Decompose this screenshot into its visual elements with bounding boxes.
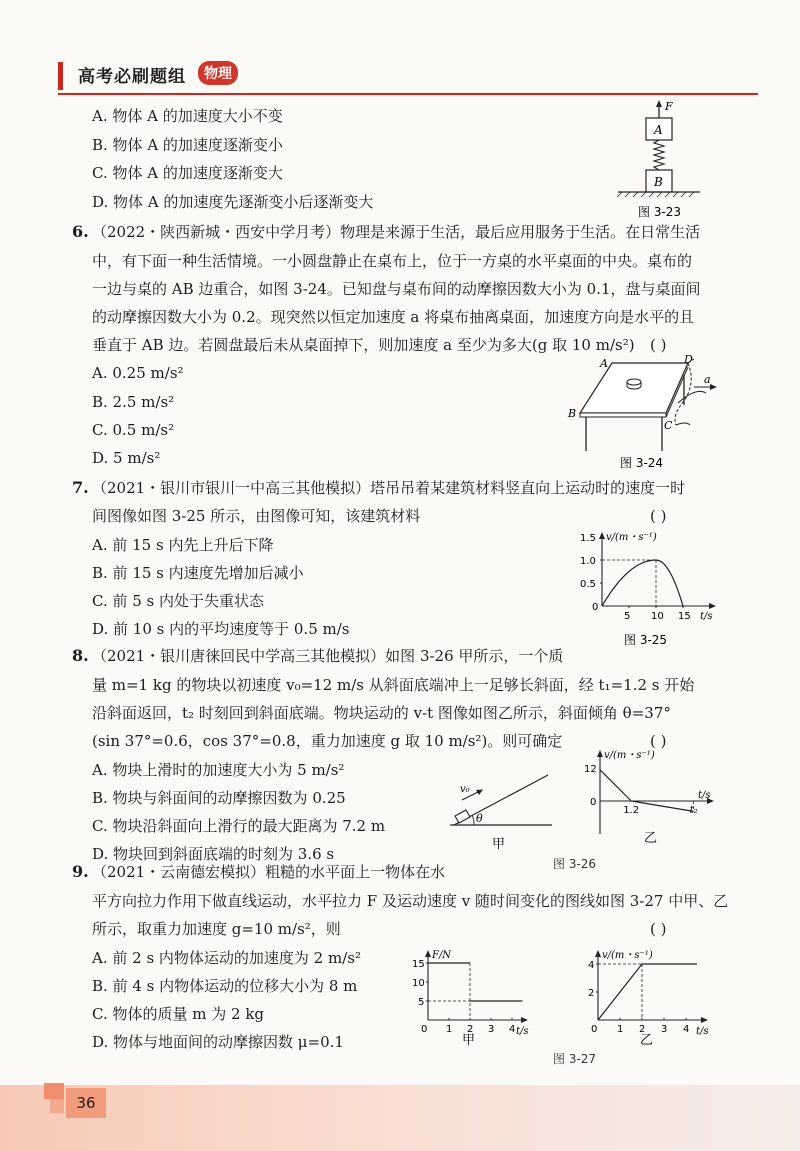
fig324-label-b: B — [568, 407, 577, 420]
q7-option-b: B. 前 15 s 内速度先增加后减小 — [92, 564, 304, 582]
q8-stem-line-4: (sin 37°=0.6，cos 37°=0.8，重力加速度 g 取 10 m/s²)。则可确定 — [92, 732, 563, 750]
q6-stem-line-4: 的动摩擦因数大小为 0.2。现突然以恒定加速度 a 将桌布抽离桌面，加速度方向是水平的且 — [92, 308, 695, 326]
q7-option-c: C. 前 5 s 内处于失重状态 — [92, 592, 265, 610]
q9-stem-line-3: 所示，取重力加速度 g=10 m/s²，则 — [92, 920, 341, 938]
q9-option-c: C. 物体的质量 m 为 2 kg — [92, 1005, 265, 1023]
figure-3-27-force-chart — [404, 946, 534, 1046]
chart327b-xtick-label: 3 — [661, 1024, 668, 1035]
fig327-caption: 图 3-27 — [553, 1052, 597, 1066]
figure-3-26-incline — [440, 770, 560, 854]
chart327a-label: 甲 — [462, 1033, 476, 1046]
fig324-label-d: D — [684, 355, 693, 366]
chart325-xtick-label: 10 — [651, 611, 664, 622]
fig326-block — [455, 810, 470, 823]
header-rule — [58, 93, 758, 95]
header-accent-bar — [58, 62, 63, 90]
chart327a-xtick-label: 4 — [509, 1024, 516, 1035]
chart326-origin: 0 — [590, 797, 597, 808]
fig324-caption: 图 3-24 — [620, 456, 664, 470]
chart327b-xtick-label: 2 — [639, 1024, 646, 1035]
q8-stem-line-3: 沿斜面返回，t₂ 时刻回到斜面底端。物块运动的 v-t 图像如图乙所示，斜面倾角 θ=37° — [92, 704, 671, 722]
q8-option-a: A. 物块上滑时的加速度大小为 5 m/s² — [92, 761, 345, 779]
figure-3-26-vt-chart — [580, 746, 720, 874]
chart325-ytick-label: 0 — [592, 602, 599, 613]
chart327b-xtick-label: 0 — [591, 1024, 598, 1035]
chart325-ytick-label: 1.0 — [580, 556, 596, 567]
chart326-velocity-line — [600, 770, 694, 812]
q6-option-d: D. 5 m/s² — [92, 449, 161, 467]
chart325-xlabel: t/s — [700, 611, 713, 622]
q6-stem-line-5: 垂直于 AB 边。若圆盘最后未从桌面掉下，则加速度 a 至少为多大(g 取 10 m/s²) — [92, 336, 635, 354]
chart327b-ytick-label: 4 — [588, 960, 595, 971]
fig323-force-label: F — [665, 100, 673, 113]
q5-option-c: C. 物体 A 的加速度逐渐变大 — [92, 164, 283, 182]
figure-3-27-velocity-chart — [578, 946, 718, 1046]
q9-option-b: B. 前 4 s 内物体运动的位移大小为 8 m — [92, 977, 358, 995]
fig324-disc — [627, 379, 641, 385]
figure-3-24 — [566, 355, 724, 473]
fig323-block-b-label: B — [654, 175, 663, 189]
q8-stem-line-2: 量 m=1 kg 的物块以初速度 v₀=12 m/s 从斜面底端冲上一足够长斜面，经 t₁=1.2 s 开始 — [92, 676, 695, 694]
header-subject-badge: 物理 — [198, 61, 238, 85]
q7-stem-line-1: （2021・银川市银川一中高三其他模拟）塔吊吊着某建筑材料竖直向上运动时的速度一时 — [92, 479, 686, 497]
footer-band — [0, 1085, 800, 1151]
q7-option-d: D. 前 10 s 内的平均速度等于 0.5 m/s — [92, 620, 350, 638]
fig326-left-label: 甲 — [492, 837, 506, 852]
fig323-caption: 图 3-23 — [638, 205, 682, 219]
q6-option-c: C. 0.5 m/s² — [92, 421, 175, 439]
q9-option-a: A. 前 2 s 内物体运动的加速度为 2 m/s² — [92, 949, 361, 967]
chart327a-ytick-label: 10 — [412, 978, 425, 989]
chart327b-ytick-label: 2 — [588, 988, 595, 999]
chart327a-ytick-label: 5 — [418, 997, 425, 1008]
q8-option-c: C. 物块沿斜面向上滑行的最大距离为 7.2 m — [92, 817, 386, 835]
chart327a-xtick-label: 1 — [446, 1024, 453, 1035]
header-title: 高考必刷题组 — [78, 67, 186, 87]
chart325-ytick-label: 0.5 — [580, 579, 596, 590]
q6-stem-line-2: 中，有下面一种生活情境。一小圆盘静止在桌布上，位于一方桌的水平桌面的中央。桌布的 — [92, 252, 693, 270]
chart327a-ytick-label: 15 — [412, 959, 425, 970]
q7-number: 7. — [72, 478, 89, 497]
q5-option-a: A. 物体 A 的加速度大小不变 — [92, 107, 283, 125]
chart327b-ylabel: v/(m・s⁻¹) — [602, 950, 653, 961]
q8-option-b: B. 物块与斜面间的动摩擦因数为 0.25 — [92, 789, 346, 807]
chart327a-xlabel: t/s — [516, 1026, 529, 1037]
chart327a-xtick-label: 3 — [488, 1024, 495, 1035]
figure-3-23 — [608, 98, 708, 220]
chart327a-ylabel: F/N — [432, 950, 452, 961]
q6-stem-line-1: （2022・陕西新城・西安中学月考）物理是来源于生活，最后应用服务于生活。在日常生活 — [92, 223, 701, 241]
q6-option-b: B. 2.5 m/s² — [92, 393, 175, 411]
q9-stem-line-1: （2021・云南德宏模拟）粗糙的水平面上一物体在水 — [92, 863, 446, 881]
fig326-v0-label: v₀ — [460, 784, 470, 795]
chart326-t1-tick: 1.2 — [623, 805, 640, 816]
fig324-label-a: A — [600, 357, 608, 370]
q6-answer-paren: ( ) — [650, 336, 667, 354]
fig323-block-a-label: A — [654, 123, 663, 137]
chart325-ytick-label: 1.5 — [580, 533, 596, 544]
figure-3-25-chart — [572, 526, 722, 648]
page-number: 36 — [66, 1088, 106, 1118]
fig326-caption: 图 3-26 — [553, 857, 597, 871]
q9-stem-line-2: 平方向拉力作用下做直线运动，水平拉力 F 及运动速度 v 随时间变化的图线如图 3-27 中甲、乙 — [92, 892, 729, 910]
chart326-t2-tick: t₂ — [689, 805, 698, 816]
chart325-xtick-label: 15 — [678, 611, 691, 622]
chart325-caption: 图 3-25 — [624, 633, 668, 647]
q8-number: 8. — [72, 646, 89, 665]
q5-option-b: B. 物体 A 的加速度逐渐变小 — [92, 136, 283, 154]
chart327b-velocity-line — [598, 964, 697, 1020]
chart326-ytick: 12 — [584, 764, 597, 775]
q9-option-d: D. 物体与地面间的动摩擦因数 μ=0.1 — [92, 1033, 344, 1051]
q7-answer-paren: ( ) — [650, 507, 667, 525]
chart326-right-label: 乙 — [644, 831, 658, 846]
chart325-ylabel: v/(m・s⁻¹) — [606, 532, 657, 543]
chart327b-label: 乙 — [640, 1033, 654, 1046]
fig324-label-c: C — [664, 419, 673, 432]
fig324-tabletop — [580, 363, 688, 413]
q8-answer-paren: ( ) — [650, 732, 667, 750]
q6-option-a: A. 0.25 m/s² — [92, 364, 184, 382]
q9-number: 9. — [72, 862, 89, 881]
q6-stem-line-3: 一边与桌的 AB 边重合，如图 3-24。已知盘与桌布间的动摩擦因数大小为 0.1，盘与桌面间 — [92, 280, 701, 298]
footer-decoration — [44, 1083, 64, 1099]
q7-stem-line-2: 间图像如图 3-25 所示，由图像可知，该建筑材料 — [92, 507, 421, 525]
fig326-theta: θ — [476, 812, 483, 825]
fig324-label-accel: a — [704, 373, 711, 386]
chart326-ylabel: v/(m・s⁻¹) — [604, 750, 655, 761]
footer-decoration-2 — [50, 1099, 64, 1113]
chart327b-xtick-label: 1 — [617, 1024, 624, 1035]
fig323-spring — [654, 140, 664, 170]
chart325-velocity-curve — [602, 560, 683, 606]
q9-answer-paren: ( ) — [650, 920, 667, 938]
chart327a-xtick-label: 0 — [421, 1024, 428, 1035]
chart325-xtick-label: 5 — [624, 611, 631, 622]
q8-stem-line-1: （2021・银川唐徕回民中学高三其他模拟）如图 3-26 甲所示，一个质 — [92, 647, 564, 665]
fig324-cloth-edge — [676, 391, 706, 425]
chart327b-xlabel: t/s — [696, 1026, 709, 1037]
q5-option-d: D. 物体 A 的加速度先逐渐变小后逐渐变大 — [92, 193, 374, 211]
q7-option-a: A. 前 15 s 内先上升后下降 — [92, 536, 274, 554]
q8-option-d: D. 物块回到斜面底端的时刻为 3.6 s — [92, 845, 335, 863]
chart326-xlabel: t/s — [698, 790, 711, 801]
q6-number: 6. — [72, 222, 89, 241]
chart327a-xtick-label: 2 — [467, 1024, 474, 1035]
chart327b-xtick-label: 4 — [683, 1024, 690, 1035]
